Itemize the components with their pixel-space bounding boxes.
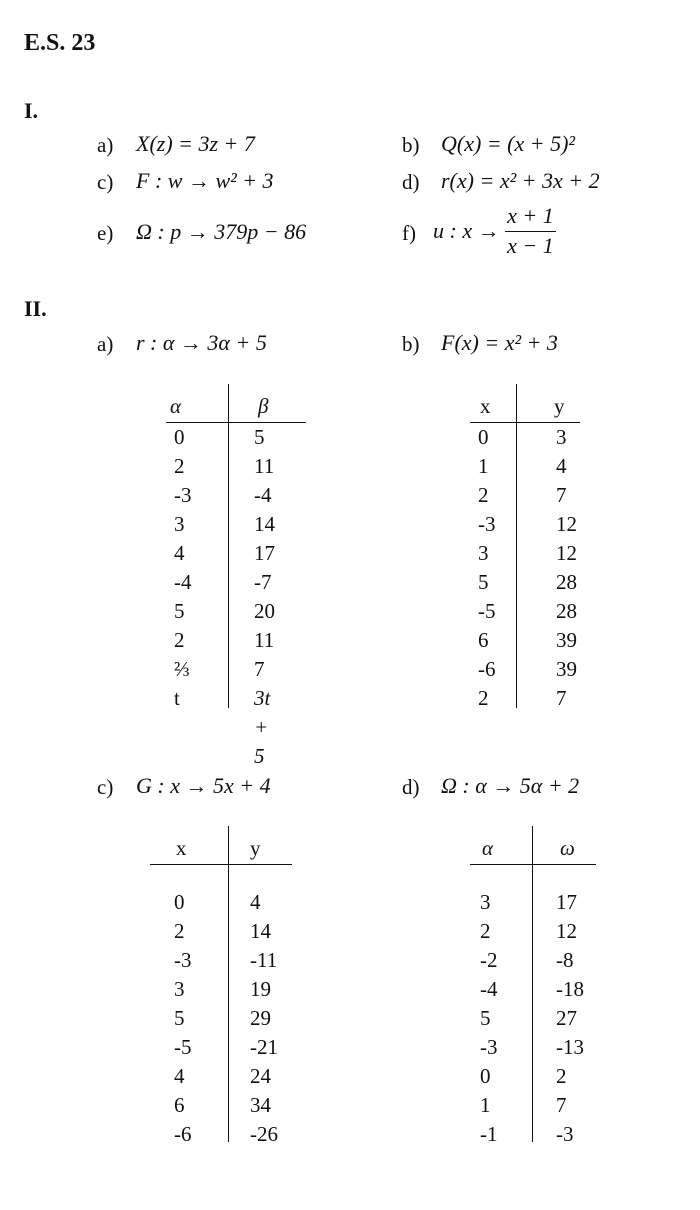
table-cell: 2 — [174, 919, 185, 943]
table-cell: -21 — [250, 1035, 278, 1059]
table-cell: 3 — [174, 512, 185, 536]
item-f-denominator: x − 1 — [507, 232, 554, 258]
part-c-expression: G : x → 5x + 4 — [136, 773, 271, 798]
table-cell: 12 — [556, 512, 577, 536]
item-d-label: d) — [402, 170, 420, 194]
item-f-expression — [433, 202, 556, 260]
column-header: ω — [560, 836, 575, 860]
table-cell: 5 — [174, 599, 185, 623]
table-cell: -8 — [556, 948, 574, 972]
column-header: x — [176, 836, 187, 860]
table-cell: 29 — [250, 1006, 271, 1030]
table-cell: 0 — [480, 1064, 491, 1088]
table-cell: 4 — [174, 1064, 185, 1088]
table-cell: 12 — [556, 541, 577, 565]
table-cell: 2 — [480, 919, 491, 943]
table-cell: 2 — [174, 454, 185, 478]
part-a-expression: r : α → 3α + 5 — [136, 330, 267, 355]
table-cell: 28 — [556, 599, 577, 623]
header-rule — [166, 422, 306, 423]
column-divider — [228, 384, 229, 708]
item-a-expression: X(z) = 3z + 7 — [136, 131, 255, 156]
table-cell: 3 — [478, 541, 489, 565]
table-cell: ⅔ — [174, 657, 190, 681]
table-cell: 39 — [556, 657, 577, 681]
table-cell: 5 — [480, 1006, 491, 1030]
table-cell: 14 — [250, 919, 271, 943]
page-title: E.S. 23 — [24, 30, 96, 56]
item-c-label: c) — [97, 170, 114, 194]
item-f-fraction — [505, 202, 556, 260]
table-cell: -3 — [480, 1035, 498, 1059]
table-cell: -2 — [480, 948, 498, 972]
table-cell: 24 — [250, 1064, 271, 1088]
item-d-expression: r(x) = x² + 3x + 2 — [441, 168, 600, 193]
table-cell: 27 — [556, 1006, 577, 1030]
table-cell: 4 — [556, 454, 567, 478]
table-cell: -3 — [556, 1122, 574, 1146]
table-cell: 17 — [556, 890, 577, 914]
table-cell: 3 — [174, 977, 185, 1001]
table-cell: 2 — [556, 1064, 567, 1088]
table-cell: 11 — [254, 454, 275, 478]
item-a-label: a) — [97, 133, 114, 157]
table-cell: 6 — [174, 1093, 185, 1117]
table-cell: 5 — [478, 570, 489, 594]
table-cell: -13 — [556, 1035, 584, 1059]
table-cell: -3 — [174, 483, 192, 507]
table-cell: 5 — [254, 425, 265, 449]
header-rule — [470, 864, 596, 865]
item-f-numerator: x + 1 — [505, 202, 556, 232]
item-b-expression: Q(x) = (x + 5)² — [441, 131, 576, 156]
table-cell: 3t + 5 — [254, 686, 271, 768]
table-cell: 4 — [174, 541, 185, 565]
part-d-label: d) — [402, 775, 420, 799]
table-cell: 3 — [556, 425, 567, 449]
table-cell: -3 — [174, 948, 192, 972]
table-cell: 7 — [556, 686, 567, 710]
table-cell: -18 — [556, 977, 584, 1001]
column-header: y — [554, 394, 565, 418]
table-cell: 34 — [250, 1093, 271, 1117]
table-cell: 2 — [174, 628, 185, 652]
column-header: y — [250, 836, 261, 860]
item-e-expression: Ω : p → 379p − 86 — [136, 219, 307, 244]
column-divider — [228, 826, 229, 1142]
part-d-expression: Ω : α → 5α + 2 — [441, 773, 580, 798]
table-cell: -4 — [174, 570, 192, 594]
table-cell: -11 — [250, 948, 278, 972]
item-c-expression: F : w → w² + 3 — [136, 168, 274, 193]
table-cell: 3 — [480, 890, 491, 914]
table-cell: 1 — [480, 1093, 491, 1117]
item-f-label: f) — [402, 221, 416, 245]
table-cell: 0 — [174, 425, 185, 449]
section-1-heading: I. — [24, 98, 39, 123]
section-2-heading: II. — [24, 296, 47, 321]
item-e-label: e) — [97, 221, 114, 245]
table-cell: -6 — [478, 657, 496, 681]
table-cell: -5 — [174, 1035, 192, 1059]
table-cell: 7 — [556, 1093, 567, 1117]
part-c-label: c) — [97, 775, 114, 799]
table-cell: 1 — [478, 454, 489, 478]
table-cell: 7 — [254, 657, 265, 681]
table-cell: 17 — [254, 541, 275, 565]
column-header: α — [170, 394, 182, 418]
table-cell: 14 — [254, 512, 275, 536]
table-cell: t — [174, 686, 180, 710]
table-cell: -6 — [174, 1122, 192, 1146]
table-cell: -4 — [480, 977, 498, 1001]
table-cell: 7 — [556, 483, 567, 507]
column-header: α — [482, 836, 494, 860]
table-cell: 4 — [250, 890, 261, 914]
column-header: β — [258, 394, 269, 418]
table-cell: -7 — [254, 570, 272, 594]
table-cell: 20 — [254, 599, 275, 623]
table-cell: 0 — [174, 890, 185, 914]
column-divider — [532, 826, 533, 1142]
column-header: x — [480, 394, 491, 418]
table-cell: 19 — [250, 977, 271, 1001]
table-cell: -1 — [480, 1122, 498, 1146]
table-cell: -3 — [478, 512, 496, 536]
table-cell: 2 — [478, 483, 489, 507]
table-cell: 12 — [556, 919, 577, 943]
part-a-label: a) — [97, 332, 114, 356]
table-cell: -4 — [254, 483, 272, 507]
table-cell: 0 — [478, 425, 489, 449]
table-cell: 28 — [556, 570, 577, 594]
part-b-label: b) — [402, 332, 420, 356]
part-b-expression: F(x) = x² + 3 — [441, 330, 558, 355]
table-cell: 6 — [478, 628, 489, 652]
table-cell: 39 — [556, 628, 577, 652]
table-cell: 11 — [254, 628, 275, 652]
table-cell: 5 — [174, 1006, 185, 1030]
item-f-prefix: u : x → — [433, 218, 500, 244]
table-cell: -26 — [250, 1122, 278, 1146]
header-rule — [150, 864, 292, 865]
item-b-label: b) — [402, 133, 420, 157]
table-cell: -5 — [478, 599, 496, 623]
table-cell: 2 — [478, 686, 489, 710]
column-divider — [516, 384, 517, 708]
